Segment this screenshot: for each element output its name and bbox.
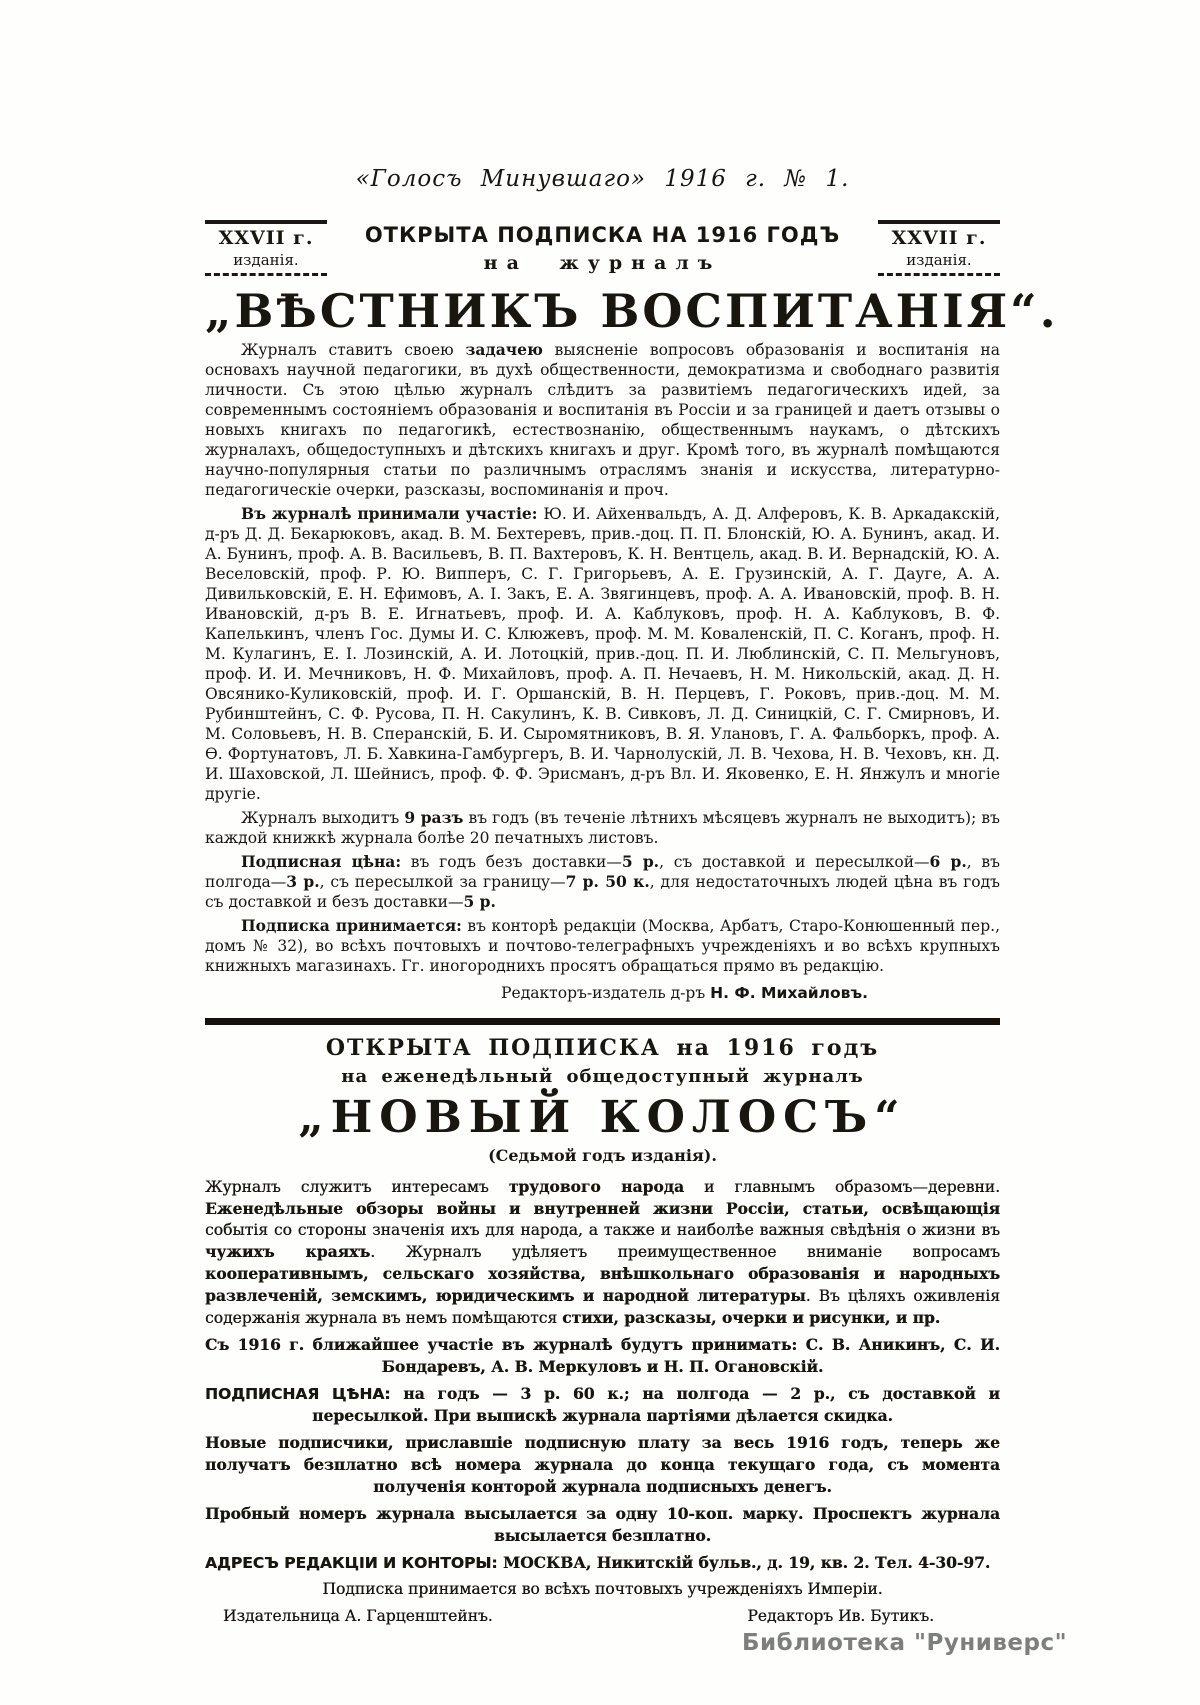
paragraph-publication-frequency: Журналъ выходитъ 9 разъ въ годъ (въ теченіе лѣтнихъ мѣсяцевъ журналъ не выходитъ); въ каждой книжкѣ журнала болѣе 20 печатныхъ листовъ. bbox=[205, 808, 1000, 847]
paragraph-postal-subscription: Подписка принимается во всѣхъ почтовыхъ учрежденіяхъ Имперіи. bbox=[322, 1580, 883, 1598]
subscription-open-heading-2: ОТКРЫТА ПОДПИСКА на 1916 годъ bbox=[325, 1035, 880, 1061]
weekly-journal-line: на еженедѣльный общедоступный журналъ bbox=[341, 1066, 864, 1087]
edition-badge-right bbox=[878, 220, 1000, 276]
running-head: «Голосъ Минувшаго» 1916 г. № 1. bbox=[355, 166, 850, 192]
ad-novyi-kolos bbox=[205, 1035, 1000, 1627]
edition-year-label: XXVII г. bbox=[891, 227, 987, 249]
ad-vestnik-vospitaniya bbox=[205, 220, 1059, 1004]
editor-publisher-line: Редакторъ-издатель д-ръ Н. Ф. Михайловъ. bbox=[501, 984, 868, 1002]
journal-title-vestnik-vospitaniya: „ВѢСТНИКЪ ВОСПИТАНІЯ“. bbox=[205, 284, 1059, 338]
publisher-editor-row bbox=[205, 1606, 1000, 1627]
runivers-library-watermark: Библиотека "Руниверс" bbox=[742, 1630, 1068, 1656]
journal-prefix-line: на журналъ bbox=[483, 252, 722, 274]
edition-badge-left bbox=[205, 220, 327, 276]
paragraph-subscription-price: Подписная цѣна: въ годъ безъ доставки—5 р., съ доставкой и пересылкой—6 р., въ полгода—3 р., съ пересылкой за границу—7 р. 50 к., для недостаточныхъ людей цѣна въ годъ съ доставкой и безъ доставки—5 р. bbox=[205, 852, 1001, 911]
edition-year-label: XXVII г. bbox=[218, 227, 314, 249]
ad1-header-row bbox=[205, 220, 1000, 276]
paragraph-new-subscribers: Новые подписчики, приславшіе подписную плату за весь 1916 годъ, теперь же получатъ безплатно всѣ номера журнала до конца текущаго года, съ момента полученія конторой журнала подписныхъ денегъ. bbox=[205, 1433, 1000, 1496]
paragraph-subscription-price-2: ПОДПИСНАЯ ЦѢНА: на годъ — 3 р. 60 к.; на полгода — 2 р., съ доставкой и пересылкой. При выпискѣ журнала партіями дѣлается скидка. bbox=[205, 1384, 1000, 1425]
section-divider-rule bbox=[205, 1018, 1000, 1025]
editor-name: Редакторъ Ив. Бутикъ. bbox=[747, 1607, 934, 1625]
edition-word-label: изданія. bbox=[906, 251, 972, 269]
edition-year-note: (Седьмой годъ изданія). bbox=[488, 1146, 717, 1165]
ad1-header-center bbox=[327, 220, 878, 276]
paragraph-editorial-address: АДРЕСЪ РЕДАКЦІИ И КОНТОРЫ: МОСКВА, Никитскій бульв., д. 19, кв. 2. Тел. 4-30-97. bbox=[205, 1553, 991, 1572]
publisher-name: Издательница А. Гарценштейнъ. bbox=[223, 1607, 493, 1625]
paragraph-journal-description: Журналъ служитъ интересамъ трудового народа и главнымъ образомъ—деревни. Еженедѣльные обзоры войны и внутренней жизни Россіи, статьи, освѣщающія событія со стороны значенія ихъ для народа, а также и наиболѣе важныя свѣдѣнія о жизни въ чужихъ краяхъ. Журналъ удѣляетъ преимущественное вниманіе вопросамъ кооперативнымъ, сельскаго хозяйства, внѣшкольнаго образованія и народныхъ развлеченій, земскимъ, юридическимъ и народной литературы. Въ цѣляхъ оживленія содержанія журнала въ немъ помѣщаются стихи, разсказы, очерки и рисунки, и пр. bbox=[205, 1177, 1000, 1327]
paragraph-contributors-1916: Съ 1916 г. ближайшее участіе въ журналѣ будутъ принимать: С. В. Аникинъ, С. И. Бондаревъ, А. В. Меркуловъ и Н. П. Огановскій. bbox=[205, 1335, 1000, 1376]
paragraph-trial-issue: Пробный номеръ журнала высылается за одну 10-коп. марку. Проспектъ журнала высылается безплатно. bbox=[205, 1504, 1000, 1545]
journal-title-novyi-kolos: „НОВЫЙ КОЛОСЪ“ bbox=[298, 1092, 907, 1143]
subscription-open-heading: ОТКРЫТА ПОДПИСКА НА 1916 ГОДЪ bbox=[364, 223, 841, 247]
edition-word-label: изданія. bbox=[233, 251, 299, 269]
paragraph-contributors: Въ журналѣ принимали участіе: Ю. И. Айхенвальдъ, А. Д. Алферовъ, К. В. Аркадакскій, д-ръ Д. Д. Бекарюковъ, акад. В. М. Бехтеревъ, прив.-доц. П. П. Блонскій, Ю. А. Бунинъ, акад. И. А. Бунинъ, проф. А. В. Васильевъ, В. П. Вахтеровъ, К. Н. Вентцель, акад. В. И. Вернадскій, Ю. А. Веселовскій, проф. Р. Ю. Випперъ, С. Г. Григорьевъ, А. Е. Грузинскій, А. Г. Дауге, А. А. Дивильковскій, Е. Н. Ефимовъ, А. І. Закъ, Е. А. Звягинцевъ, проф. А. А. Ивановскій, проф. В. Н. Ивановскій, д-ръ В. Е. Игнатьевъ, проф. И. А. Каблуковъ, проф. Н. А. Каблуковъ, В. Ф. Капелькинъ, членъ Гос. Думы И. С. Клюжевъ, проф. М. М. Коваленскій, П. С. Коганъ, проф. Н. М. Кулагинъ, Е. І. Лозинскій, А. И. Лотоцкій, прив.-доц. П. И. Люблинскій, С. П. Мельгуновъ, проф. И. И. Мечниковъ, Н. Ф. Михайловъ, проф. А. П. Нечаевъ, Н. М. Никольскій, акад. Д. Н. Овсянико-Куликовскій, проф. И. Г. Оршанскій, В. Н. Перцевъ, Г. Роковъ, прив.-доц. М. М. Рубинштейнъ, С. Ф. Русова, П. Н. Сакулинъ, К. В. Сивковъ, Л. Д. Синицкій, С. Г. Смирновъ, И. М. Соловьевъ, Н. В. Сперанскій, Б. И. Сыромятниковъ, В. Я. Улановъ, Г. А. Фальборкъ, проф. А. Ѳ. Фортунатовъ, Л. Б. Хавкина-Гамбургеръ, В. И. Чарнолускій, Л. В. Чехова, Н. В. Чеховъ, кн. Д. И. Шаховской, Л. Шейнисъ, проф. Ф. Ф. Эрисманъ, д-ръ Вл. И. Яковенко, Е. Н. Янжулъ и многіе другіе. bbox=[205, 504, 1000, 803]
paragraph-journal-mission: Журналъ ставитъ своею задачею выясненіе вопросовъ образованія и воспитанія на основахъ научной педагогики, въ духѣ общественности, демократизма и свободнаго развитія личности. Съ этою цѣлью журналъ слѣдитъ за развитіемъ педагогическихъ идей, за современнымъ состояніемъ образованія и воспитанія въ Россіи и за границей и даетъ отзывы о новыхъ книгахъ по педагогикѣ, естествознанію, общественнымъ наукамъ, о дѣтскихъ журналахъ, общедоступныхъ и дѣтскихъ книгахъ и друг. Кромѣ того, въ журналѣ помѣщаются научно-популярныя статьи по различнымъ отраслямъ знанія и искусства, литературно-педагогическіе очерки, разсказы, воспоминанія и проч. bbox=[205, 340, 1001, 499]
paragraph-subscription-points: Подписка принимается: въ конторѣ редакціи (Москва, Арбатъ, Старо-Конюшенный пер., домъ № 32), во всѣхъ почтовыхъ и почтово-телеграфныхъ учрежденіяхъ и во всѣхъ крупныхъ книжныхъ магазинахъ. Гг. иногороднихъ просятъ обращаться прямо въ редакцію. bbox=[205, 916, 1000, 975]
